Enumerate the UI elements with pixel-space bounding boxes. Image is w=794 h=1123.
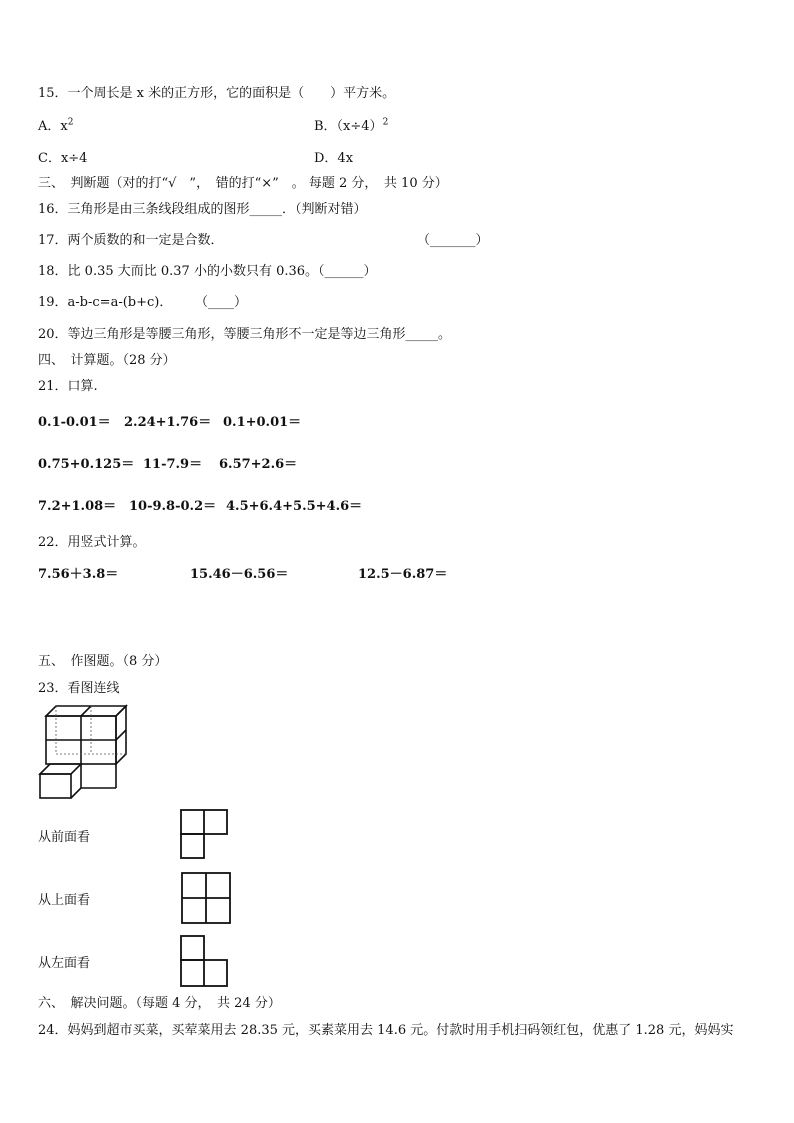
front-view-shape[interactable] [179,808,229,860]
section-6-heading: 六、 解决问题。（每题 4 分， 共 24 分） [38,996,281,1011]
mental-calc-item: 7.2+1.08＝ [38,499,117,514]
mental-calc-item: 0.1-0.01＝ [38,415,111,430]
mental-calc-item: 0.75+0.125＝ [38,457,135,472]
question-19-text: 19．a-b-c=a-(b+c)． [38,295,173,310]
section-4-heading: 四、 计算题。（28 分） [38,353,176,368]
option-b [314,115,388,134]
left-view-shape[interactable] [179,934,229,988]
vertical-calc-item: 15.46－6.56＝ [190,567,289,582]
cube-stack-figure [36,702,132,802]
mental-calc-item: 6.57+2.6＝ [219,457,298,472]
section-3-heading: 三、 判断题（对的打“√ ”， 错的打“×” 。 每题 2 分， 共 10 分） [38,176,448,191]
option-b-text: B．（x÷4） [314,119,383,134]
question-17-text: 17．两个质数的和一定是合数． [38,233,224,248]
question-24: 24．妈妈到超市买菜，买荤菜用去 28.35 元，买素菜用去 14.6 元。付款时用手机扫码领红包，优惠了 1.28 元，妈妈实 [38,1023,734,1038]
question-22-title: 22．用竖式计算。 [38,535,146,550]
option-d: D．4x [314,151,354,166]
mental-calc-item: 10-9.8-0.2＝ [129,499,217,514]
question-16: 16．三角形是由三条线段组成的图形_____．（判断对错） [38,202,367,217]
question-21-title: 21．口算. [38,379,98,394]
vertical-calc-item: 12.5－6.87＝ [358,567,448,582]
question-17-blank: （_______） [417,233,489,248]
option-a [38,115,73,134]
mental-calc-item: 2.24+1.76＝ [124,415,212,430]
option-b-exponent: 2 [382,117,389,128]
option-c: C．x÷4 [38,151,88,166]
mental-calc-item: 11-7.9＝ [143,457,203,472]
option-a-exponent: 2 [67,117,74,128]
mental-calc-item: 0.1+0.01＝ [223,415,302,430]
vertical-calc-item: 7.56＋3.8＝ [38,567,119,582]
question-15-stem: 15．一个周长是 x 米的正方形，它的面积是（ ）平方米。 [38,86,396,101]
option-a-text: A．x [38,119,68,134]
top-view-shape[interactable] [180,871,232,925]
question-18: 18．比 0.35 大而比 0.37 小的小数只有 0.36。（______） [38,264,377,279]
mental-calc-item: 4.5+6.4+5.5+4.6＝ [226,499,363,514]
top-view-label: 从上面看 [38,893,91,908]
question-19-blank: （____） [195,295,248,310]
section-5-heading: 五、 作图题。（8 分） [38,654,168,669]
question-20: 20．等边三角形是等腰三角形，等腰三角形不一定是等边三角形_____。 [38,327,452,342]
question-23-title: 23．看图连线 [38,681,120,696]
front-view-label: 从前面看 [38,830,91,845]
left-view-label: 从左面看 [38,956,91,971]
